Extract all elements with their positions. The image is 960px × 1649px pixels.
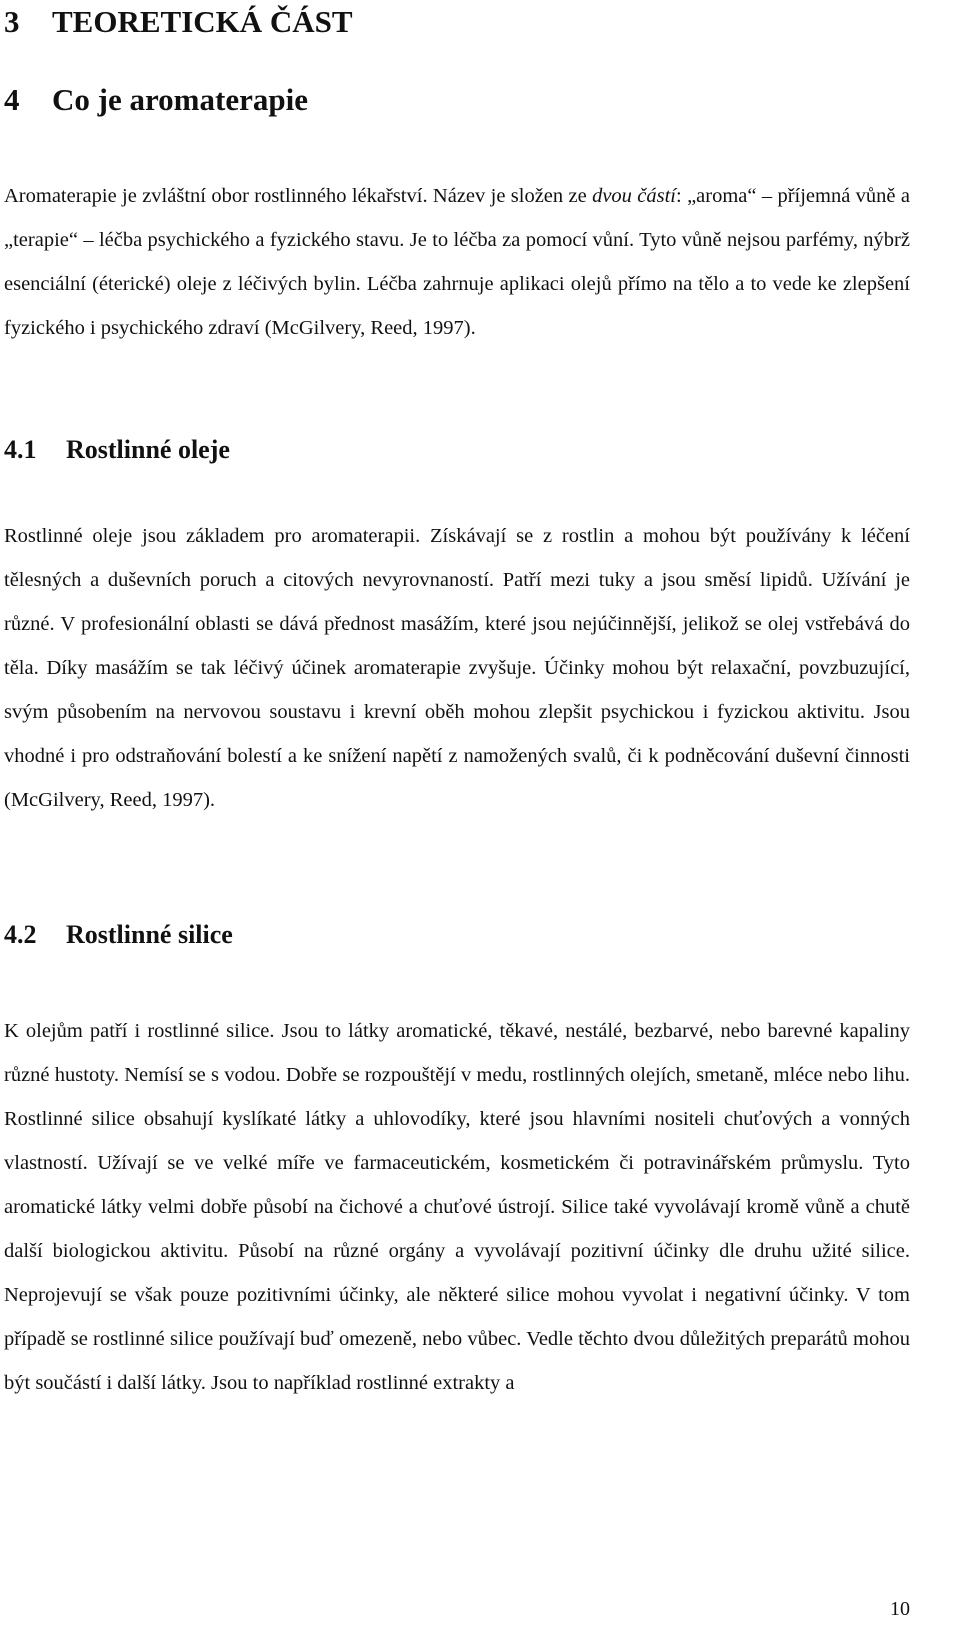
- intro-emphasis: dvou částí: [592, 185, 677, 207]
- chapter-4-heading: [4, 80, 308, 120]
- chapter-3-title: TEORETICKÁ ČÁST: [52, 4, 353, 39]
- section-4-1-heading: [4, 433, 230, 467]
- page-number: 10: [890, 1598, 910, 1620]
- chapter-3-heading: [4, 2, 353, 42]
- section-4-1-title: Rostlinné oleje: [66, 435, 230, 464]
- chapter-3-number: 3: [4, 4, 20, 39]
- chapter-4-number: 4: [4, 82, 20, 117]
- section-4-2-heading: [4, 918, 233, 952]
- section-4-2-number: 4.2: [4, 920, 37, 949]
- section-4-1-paragraph: Rostlinné oleje jsou základem pro aromaterapii. Získávají se z rostlin a mohou být používány k léčení tělesných a duševních poruch a citových nevyrovnaností. Patří mezi tuky a jsou směsí lipidů. Užívání je různé. V profesionální oblasti se dává přednost masážím, které jsou nejúčinnější, jelikož se olej vstřebává do těla. Díky masážím se tak léčivý účinek aromaterapie zvyšuje. Účinky mohou být relaxační, povzbuzující, svým působením na nervovou soustavu i krevní oběh mohou zlepšit psychickou i fyzickou aktivitu. Jsou vhodné i pro odstraňování bolestí a ke snížení napětí z namožených svalů, či k podněcování duševní činnosti (McGilvery, Reed, 1997).: [4, 525, 910, 811]
- chapter-4-title: Co je aromaterapie: [52, 82, 308, 117]
- intro-text-end: : „aroma“ – příjemná vůně a „terapie“ – léčba psychického a fyzického stavu. Je to léčba za pomocí vůní. Tyto vůně nejsou parfémy, nýbrž esenciální (éterické) oleje z léčivých bylin. Léčba zahrnuje aplikaci olejů přímo na tělo a to vede ke zlepšení fyzického i psychického zdraví (McGilvery, Reed, 1997).: [4, 185, 910, 339]
- section-4-2-paragraph: K olejům patří i rostlinné silice. Jsou to látky aromatické, těkavé, nestálé, bezbarvé, nebo barevné kapaliny různé hustoty. Nemísí se s vodou. Dobře se rozpouštějí v medu, rostlinných olejích, smetaně, mléce nebo lihu. Rostlinné silice obsahují kyslíkaté látky a uhlovodíky, které jsou hlavními nositeli chuťových a vonných vlastností. Užívají se ve velké míře ve farmaceutickém, kosmetickém či potravinářském průmyslu. Tyto aromatické látky velmi dobře působí na čichové a chuťové ústrojí. Silice také vyvolávají kromě vůně a chutě další biologickou aktivitu. Působí na různé orgány a vyvolávají pozitivní účinky dle druhu užité silice. Neprojevují se však pouze pozitivními účinky, ale některé silice mohou vyvolat i negativní účinky. V tom případě se rostlinné silice používají buď omezeně, nebo vůbec. Vedle těchto dvou důležitých preparátů mohou být součástí i další látky. Jsou to například rostlinné extrakty a: [4, 1020, 910, 1394]
- intro-paragraph: [4, 174, 910, 350]
- section-4-1-number: 4.1: [4, 435, 37, 464]
- section-4-2-title: Rostlinné silice: [66, 920, 233, 949]
- intro-text-start: Aromaterapie je zvláštní obor rostlinného lékařství. Název je složen ze: [4, 185, 593, 207]
